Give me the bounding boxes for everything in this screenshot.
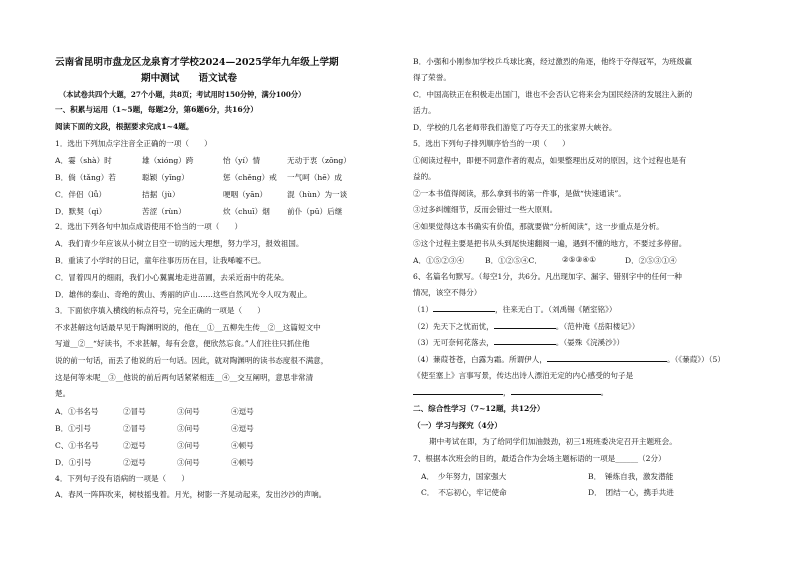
q3-passage-line3: 说的前一句话，而丢了他说的后一句话。因此，就对陶渊明的读书态度很不满意， (55, 356, 329, 365)
q6-item-3-suffix: 。（晏殊《浣溪沙》） (555, 338, 625, 347)
q2-option-a: A．我们青少年应该从小树立目空一切的远大理想，努力学习，报效祖国。 (55, 239, 304, 248)
q6-item-2-prefix: （2）先天下之忧而忧， (413, 322, 494, 331)
q1-option-d2: 苦涩（rùn） (142, 207, 186, 216)
q1-option-a3: 怡（yí）情 (223, 156, 261, 165)
q6-blank-1[interactable] (433, 311, 495, 312)
class-meeting-intro: 期中考试在即，为了给同学们加油鼓劲，初三1班班委决定召开主题班会。 (429, 437, 677, 446)
q4-option-c-line1: C．中国高铁正在积极走出国门，谁也不会否认它将来会为国民经济的发展注入新的 (413, 90, 693, 99)
q3-option-d1: D．①引号 (55, 458, 92, 467)
reading-instruction: 阅读下面的文段，根据要求完成1~4题。 (55, 122, 194, 131)
q4-option-b-line2: 得了荣誉。 (413, 73, 451, 82)
q5-sentence-1: ①阅读过程中，即便不同意作者的观点，如果整理出反对的原因，这个过程也是有 (413, 156, 687, 165)
q4-option-c-line2: 活力。 (413, 106, 436, 115)
q6-blank-5a[interactable] (413, 394, 503, 395)
q1-option-c3: 哽咽（yān） (223, 190, 268, 199)
q6-blank-4[interactable] (547, 361, 667, 362)
question-1: 1．选出下列加点字注音全正确的一项（ ） (55, 139, 212, 148)
q4-option-b-line1: B．小强和小刚参加学校乒乓球比赛，经过激烈的角逐，他终于夺得冠军，为班级赢 (413, 57, 692, 66)
q5-option-a: A．①⑤②③④ (413, 256, 465, 265)
q1-option-a2: 雄（xióng）跨 (142, 156, 194, 165)
q3-option-a3: ③问号 (177, 407, 200, 416)
q3-option-a1: A．①书名号 (55, 407, 99, 416)
q6-blank-2[interactable] (494, 328, 556, 329)
subsection-1-heading: （一）学习与探究（4分） (413, 421, 502, 430)
q6-item-5-period: 。 (600, 388, 609, 397)
q3-option-b4: ④逗号 (231, 424, 254, 433)
q3-option-a4: ④逗号 (231, 407, 254, 416)
q3-passage-line4: 这是何等未呢__③__他说的前后两句话紧紧相连__④__交互阐明，意思非常清 (55, 373, 314, 382)
q6-item-4 (413, 355, 725, 364)
q1-option-a1: A．霎（shà）时 (55, 156, 112, 165)
q1-option-b2: 聪颖（yǐng） (142, 173, 189, 182)
q6-blank-3[interactable] (494, 344, 556, 345)
section1-heading: 一、积累与运用（1~5题，每题2分，第6题6分，共16分） (55, 105, 258, 114)
section2-heading: 二、综合性学习（7~12题，共12分） (413, 404, 545, 413)
q6-item-4-prefix: （4）蒹葭苍苍，白露为霜。所谓伊人， (413, 355, 547, 364)
q5-sentence-3: ③过多纠缠细节，反而会错过一些大原则。 (413, 205, 558, 214)
q7-option-a: A． 少年努力，国家强大 (421, 472, 507, 481)
q3-option-d4: ④顿号 (231, 458, 254, 467)
q1-option-c2: 拮据（jù） (142, 190, 180, 199)
q3-option-a2: ②冒号 (123, 407, 146, 416)
q3-option-c3: ③问号 (177, 441, 200, 450)
q1-option-c1: C．伴侣（lǚ） (55, 190, 107, 199)
q1-option-c4: 混（hùn）为一谈 (287, 190, 348, 199)
q2-option-c: C．冒着四月的细雨，我们小心翼翼地走进苗圃，去采近南中的花朵。 (55, 273, 289, 282)
q5-option-b: B．①②⑤④C． (485, 256, 542, 265)
question-7: 7、根据本次班会的目的，最适合作为会场主题标语的一项是______（2分） (413, 454, 666, 463)
q3-option-b3: ③问号 (177, 424, 200, 433)
exam-title-line1: 云南省昆明市盘龙区龙泉育才学校2024—2025学年九年级上学期 (55, 57, 339, 68)
q1-option-a4: 无动于衷（zōng） (287, 156, 351, 165)
q2-option-d: D．雄伟的泰山、奇绝的黄山、秀丽的庐山……这些自然风光令人叹为观止。 (55, 290, 312, 299)
q6-item-1-prefix: （1） (413, 305, 434, 314)
question-3: 3．下面依序填入横线的标点符号，完全正确的一项是（ ） (55, 306, 265, 315)
question-6-note: 情况，该空不得分） (413, 288, 482, 297)
q5-option-c: ②⑤③④① (562, 255, 597, 264)
q6-item-1-suffix: ，往来无白丁。（刘禹锡《陋室铭》） (495, 305, 617, 314)
q6-item-1 (413, 305, 617, 314)
q6-item-5-blanks (413, 388, 608, 397)
q5-option-d: D．②⑤③①④ (625, 256, 677, 265)
exam-title-line2: 期中测试 语文试卷 (141, 73, 237, 84)
q2-option-b: B．重读了小学时的日记，童年往事历历在目，让我唏嘘不已。 (55, 256, 266, 265)
q7-option-c: C． 不忘初心，牢记使命 (421, 488, 507, 497)
q3-option-c2: ②逗号 (123, 441, 146, 450)
q6-item-5: 《使至塞上》言事写景，传达出诗人漂泊无定的内心感受的句子是 (413, 371, 634, 380)
q4-option-a: A．春风一阵阵吹来，树枝摇曳着。月光，树影一齐晃动起来，发出沙沙的声响。 (55, 490, 327, 499)
q1-option-b4: 一气呵（hē）成 (287, 173, 342, 182)
q3-passage-line1: 不求甚解这句话最早见于陶渊明说的，他在__①__五柳先生传__②__这篇短文中 (55, 323, 321, 332)
q3-option-b1: B．①引号 (55, 424, 91, 433)
q3-option-b2: ②冒号 (123, 424, 146, 433)
q3-option-c4: ④顿号 (231, 441, 254, 450)
q3-option-d3: ③问号 (177, 458, 200, 467)
q3-passage-line2: 写道__②__“好读书，不求甚解，每有会意，便欣然忘食。”人们往往只抓住他 (55, 339, 310, 348)
q7-option-b: B． 锤炼自我，激发潜能 (588, 472, 674, 481)
q7-option-d: D． 团结一心，携手共进 (588, 488, 674, 497)
q6-item-3-prefix: （3）无可奈何花落去， (413, 338, 494, 347)
exam-instructions: （本试卷共四个大题，27个小题，共8页；考试用时150分钟，满分100分） (59, 90, 306, 99)
q6-item-4-suffix: 。（《蒹葭》）（5） (666, 355, 725, 364)
q6-blank-5b[interactable] (511, 394, 601, 395)
q1-option-b3: 惩（chěng）戒 (223, 173, 277, 182)
q3-option-d2: ②逗号 (123, 458, 146, 467)
q1-option-b1: B．倘（tǎng）若 (55, 173, 116, 182)
q4-option-d: D．学校的几名老师带我们游览了巧夺天工的张家界大峡谷。 (413, 123, 617, 132)
q5-sentence-5: ⑤这个过程主要是把书从头到尾快速翻阅一遍，遇到不懂的地方，不要过多停留。 (413, 239, 687, 248)
q5-sentence-4: ④如果觉得这本书确实有价值，那就要做“分析阅读”，这一步重点是分析。 (413, 222, 664, 231)
q6-item-2-suffix: 。（范仲淹《岳阳楼记》） (555, 322, 640, 331)
q6-item-3 (413, 338, 624, 347)
question-6: 6、名篇名句默写。（每空1分，共6分。凡出现加字、漏字、错别字中的任何一种 (413, 272, 682, 281)
q5-sentence-2: ②一本书值得阅读，那么拿到书的第一件事，是做“快速通读”。 (413, 189, 626, 198)
q5-sentence-1b: 益的。 (413, 172, 436, 181)
question-4: 4．下列句子没有语病的一项是（ ） (55, 474, 189, 483)
question-5: 5．选出下列句子排列顺序恰当的一项（ ） (413, 139, 570, 148)
q3-option-c1: C、①书名号 (55, 441, 99, 450)
q1-option-d3: 炊（chuī）烟 (223, 207, 270, 216)
q1-option-d4: 前仆（pū）后继 (287, 207, 343, 216)
q6-item-5-comma: ， (503, 388, 511, 397)
q1-option-d1: D．默契（qì） (55, 207, 107, 216)
question-2: 2．选出下列各句中加点成语使用不恰当的一项（ ） (55, 222, 243, 231)
q6-item-2 (413, 322, 639, 331)
q3-passage-line5: 楚。 (55, 389, 71, 398)
